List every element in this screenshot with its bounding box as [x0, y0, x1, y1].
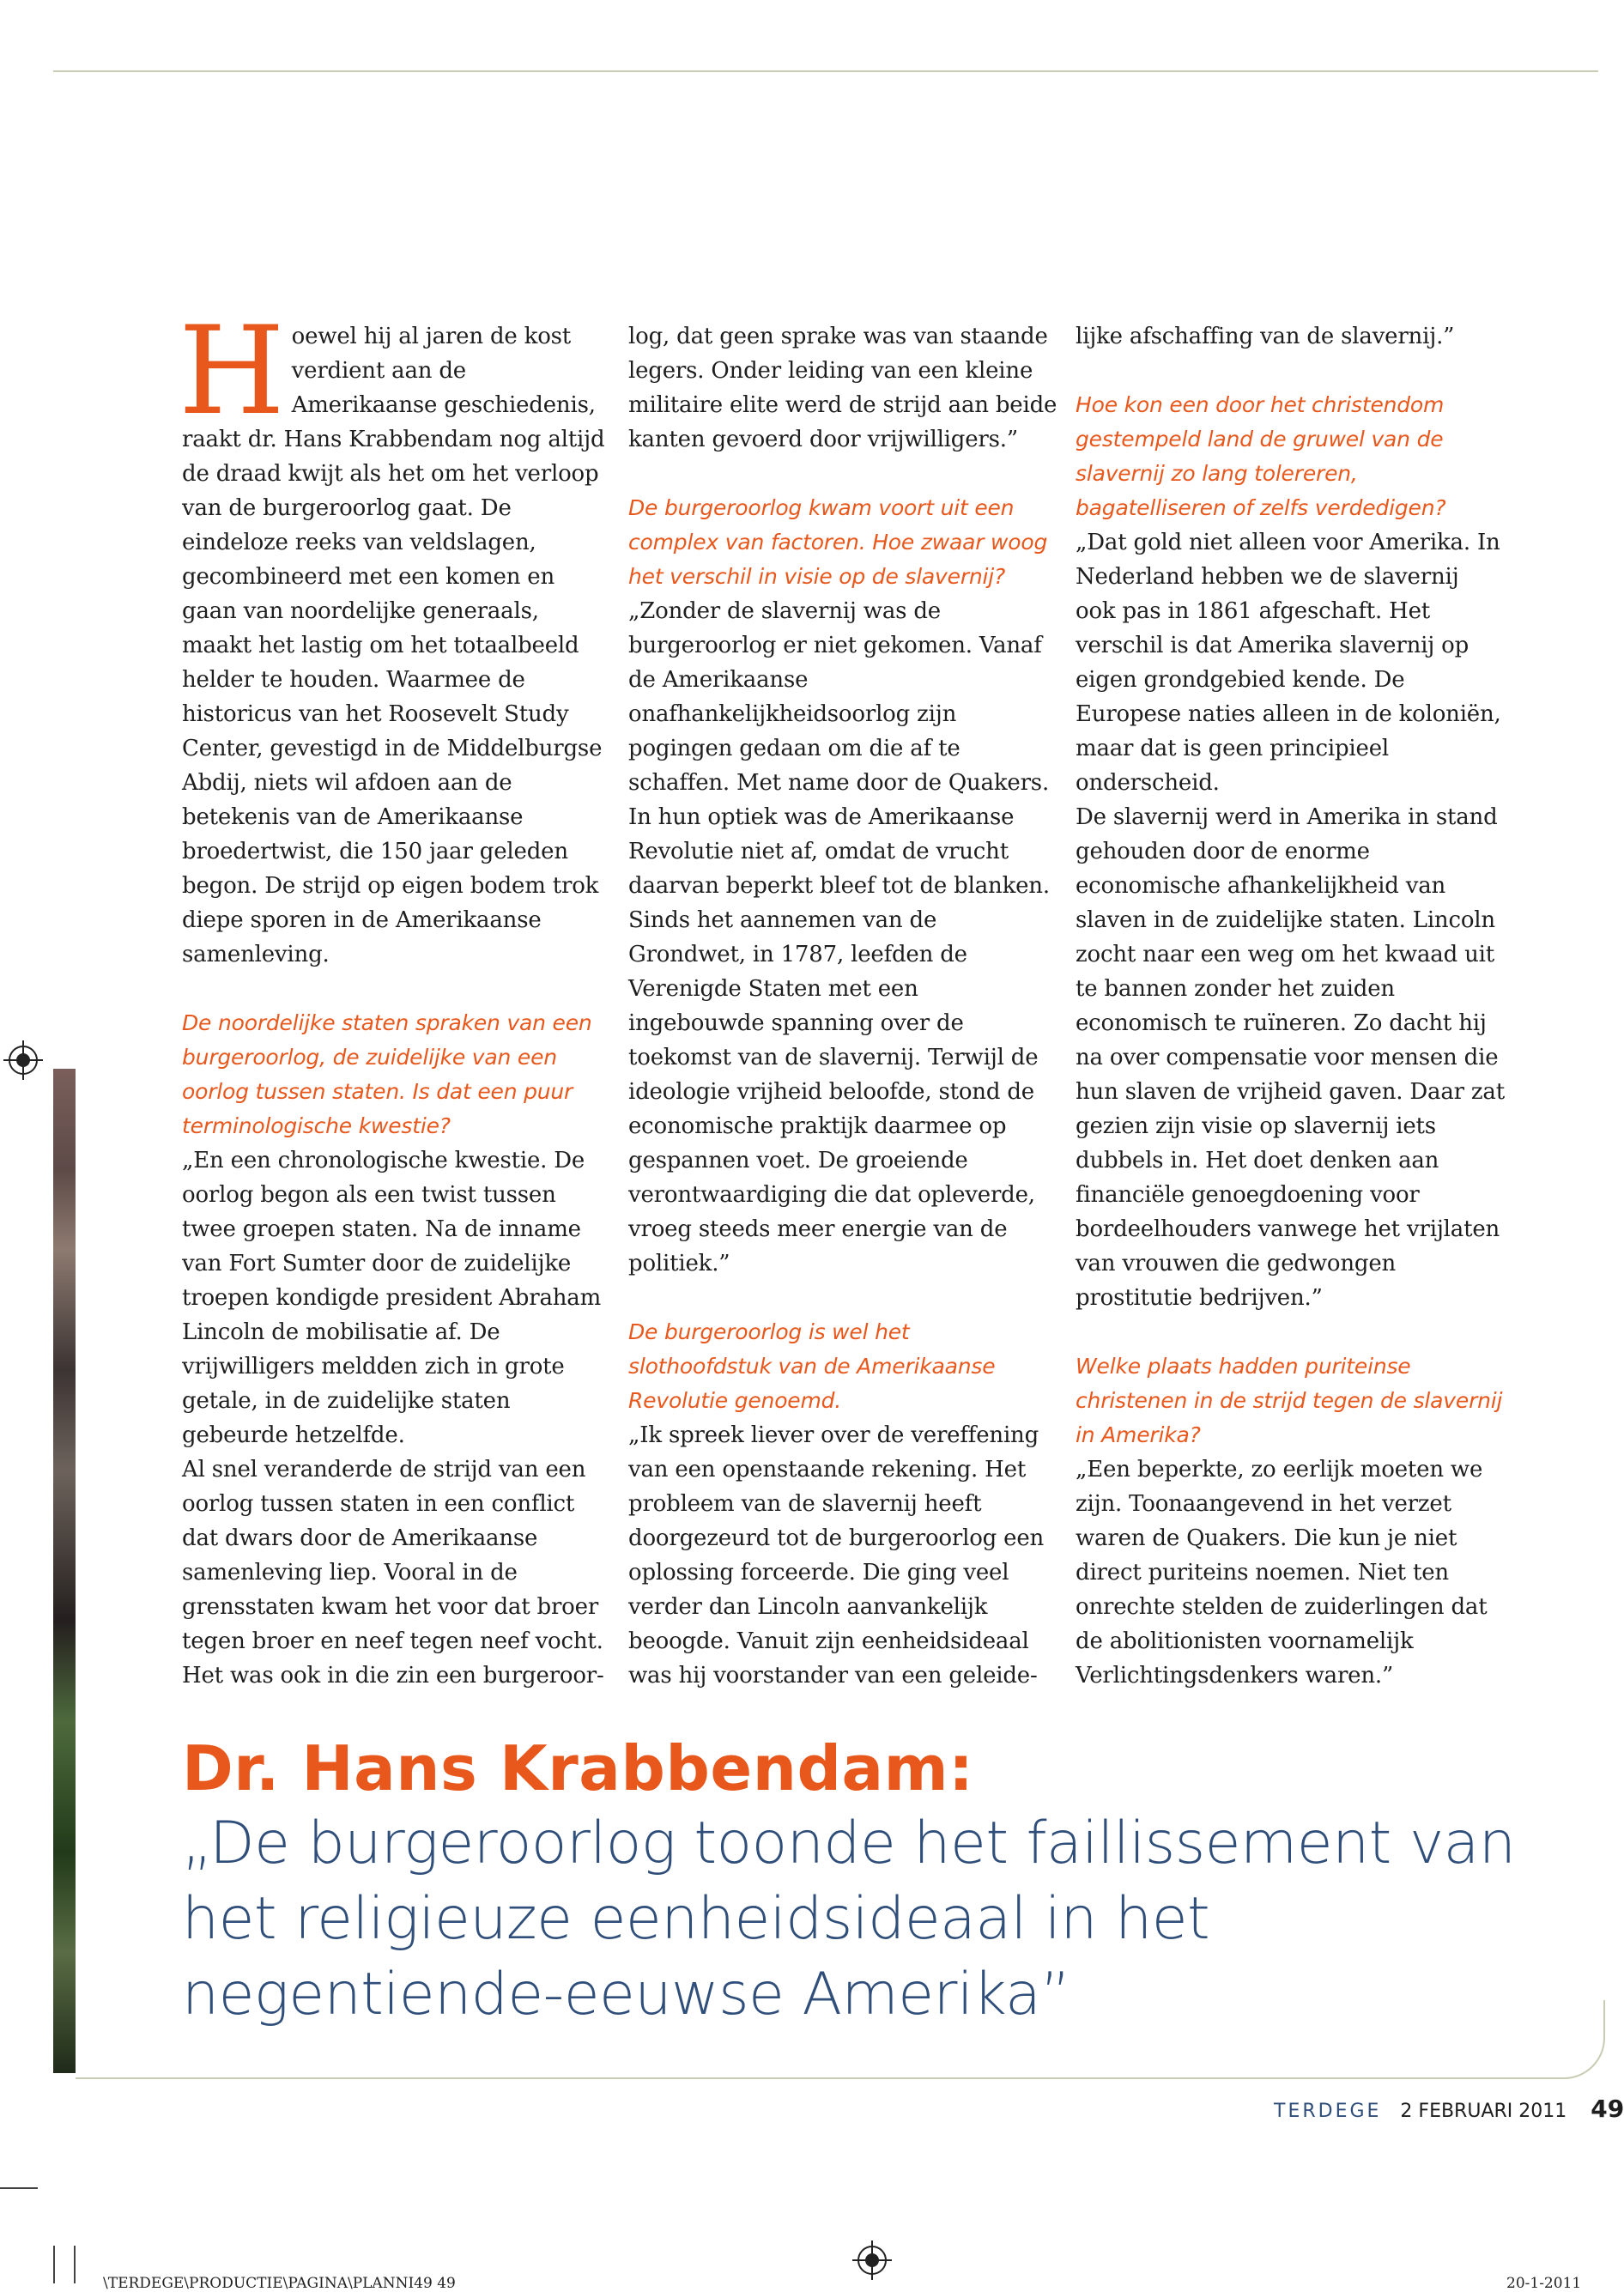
- issue-date: 2 FEBRUARI 2011: [1400, 2101, 1567, 2122]
- interview-answer-continued: De slavernij werd in Amerika in stand gehouden door de enorme economische afhankelijkheid van slaven in de zuidelijke staten. Lincoln zocht naar een weg om het kwaad uit te bannen zonder het zuiden economisch te ruïneren. Zo dacht hij na over compensatie voor mensen die hun slaven de vrijheid gaven. Daar zat gezien zijn visie op slavernij iets dubbels in. Het doet denken aan financiële genoegdoening voor bordeelhouders vanwege het vrijlaten van vrouwen die gedwongen prostitutie bedrijven.”: [1076, 804, 1505, 1311]
- interview-answer: „Zonder de slavernij was de burgeroorlog er niet gekomen. Vanaf de Amerikaanse onafhankelijkheidsoorlog zijn pogingen gedaan om die af te schaffen. Met name door de Quakers. In hun optiek was de Amerikaanse Revolutie niet af, omdat de vrucht daarvan beperkt bleef tot de blanken. Sinds het aannemen van de Grondwet, in 1787, leefden de Verenigde Staten met een ingebouwde spanning over de toekomst van de slavernij. Terwijl de ideologie vrijheid beloofde, stond de economische praktijk daarmee op gespannen voet. De groeiende verontwaardiging die dat opleverde, vroeg steeds meer energie van de politiek.”: [628, 598, 1050, 1276]
- top-rule: [53, 70, 1598, 72]
- interview-question: De burgeroorlog is wel het slothoofdstuk van de Amerikaanse Revolutie genoemd.: [628, 1319, 996, 1413]
- interview-question: Hoe kon een door het christendom gestempeld land de gruwel van de slavernij zo lang tolereren, bagatelliseren of zelfs verdedigen?: [1076, 392, 1446, 520]
- interview-question: Welke plaats hadden puriteinse christenen in de strijd tegen de slavernij in Amerika?: [1076, 1354, 1503, 1447]
- interview-answer: „Ik spreek liever over de vereffening van een openstaande rekening. Het probleem van de slavernij heeft doorgezeurd tot de burgeroorlog een oplossing forceerde. Die ging veel verder dan Lincoln aanvankelijk beoogde. Vanuit zijn eenheidsideaal was hij voorstander van een geleide-: [628, 1422, 1045, 1689]
- interview-answer-continued: Al snel veranderde de strijd van een oorlog tussen staten in een conflict dat dwars door de Amerikaanse samenleving liep. Vooral in de grensstaten kwam het voor dat broer tegen broer en neef tegen neef vocht. Het was ook in die zin een burgeroor-: [182, 1457, 604, 1689]
- registration-mark-icon: [857, 2246, 887, 2275]
- interview-answer: „Een beperkte, zo eerlijk moeten we zijn. Toonaangevend in het verzet waren de Quakers. Die kun je niet direct puriteins noemen. Niet ten onrechte stelden de zuiderlingen dat de abolitionisten voornamelijk Verlichtingsdenkers waren.”: [1076, 1457, 1488, 1689]
- card-corner-rule: [76, 2000, 1605, 2079]
- article-column-3: [1076, 319, 1505, 1693]
- crop-mark: [0, 2187, 38, 2189]
- print-slug-path: \TERDEGE\PRODUCTIE\PAGINA\PLANNI49 49: [103, 2275, 456, 2292]
- page-number: 49: [1591, 2095, 1624, 2123]
- print-slug-date: 20-1-2011: [1506, 2275, 1582, 2292]
- crop-mark: [74, 2246, 76, 2283]
- headline-quote: „De burgeroorlog toonde het faillissement van het religieuze eenheidsideaal in het negentiende-eeuwse Amerika”: [182, 1810, 1516, 2028]
- magazine-name: TERDEGE: [1274, 2101, 1382, 2122]
- headline-name: Dr. Hans Krabbendam:: [182, 1732, 974, 1804]
- registration-mark-icon: [9, 1046, 38, 1075]
- intro-text: oewel hij al jaren de kost verdient aan de Amerikaanse geschiedenis, raakt dr. Hans Krabbendam nog altijd de draad kwijt als het om het verloop van de burgeroorlog gaat. De eindeloze reeks van veldslagen, gecombineerd met een komen en gaan van noordelijke generaals, maakt het lastig om het totaalbeeld helder te houden. Waarmee de historicus van het Roosevelt Study Center, gevestigd in de Middelburgse Abdij, niets wil afdoen aan de betekenis van de Amerikaanse broedertwist, die 150 jaar geleden begon. De strijd op eigen bodem trok diepe sporen in de Amerikaanse samenleving.: [182, 324, 605, 967]
- photo-strip: [53, 1069, 76, 2073]
- interview-answer: „En een chronologische kwestie. De oorlog begon als een twist tussen twee groepen staten. Na de inname van Fort Sumter door de zuidelijke troepen kondigde president Abraham Lincoln de mobilisatie af. De vrijwilligers meldden zich in grote getale, in de zuidelijke staten gebeurde hetzelfde.: [182, 1148, 602, 1448]
- article-column-1: [179, 300, 611, 1693]
- intro-paragraph: [179, 300, 611, 972]
- article-column-2: [628, 319, 1057, 1693]
- column-continuation: log, dat geen sprake was van staande legers. Onder leiding van een kleine militaire elite werd de strijd aan beide kanten gevoerd door vrijwilligers.”: [628, 324, 1057, 452]
- interview-question: De burgeroorlog kwam voort uit een complex van factoren. Hoe zwaar woog het verschil in visie op de slavernij?: [628, 495, 1048, 589]
- page-footer: [1274, 2095, 1624, 2123]
- column-continuation: lijke afschaffing van de slavernij.”: [1076, 324, 1455, 349]
- drop-cap: H: [179, 300, 285, 442]
- crop-mark: [53, 2246, 55, 2283]
- interview-question: De noordelijke staten spraken van een burgeroorlog, de zuidelijke van een oorlog tussen staten. Is dat een puur terminologische kwestie?: [182, 1010, 592, 1138]
- interview-answer: „Dat gold niet alleen voor Amerika. In Nederland hebben we de slavernij ook pas in 1861 afgeschaft. Het verschil is dat Amerika slavernij op eigen grondgebied kende. De Europese naties alleen in de koloniën, maar dat is geen principieel onderscheid.: [1076, 530, 1501, 796]
